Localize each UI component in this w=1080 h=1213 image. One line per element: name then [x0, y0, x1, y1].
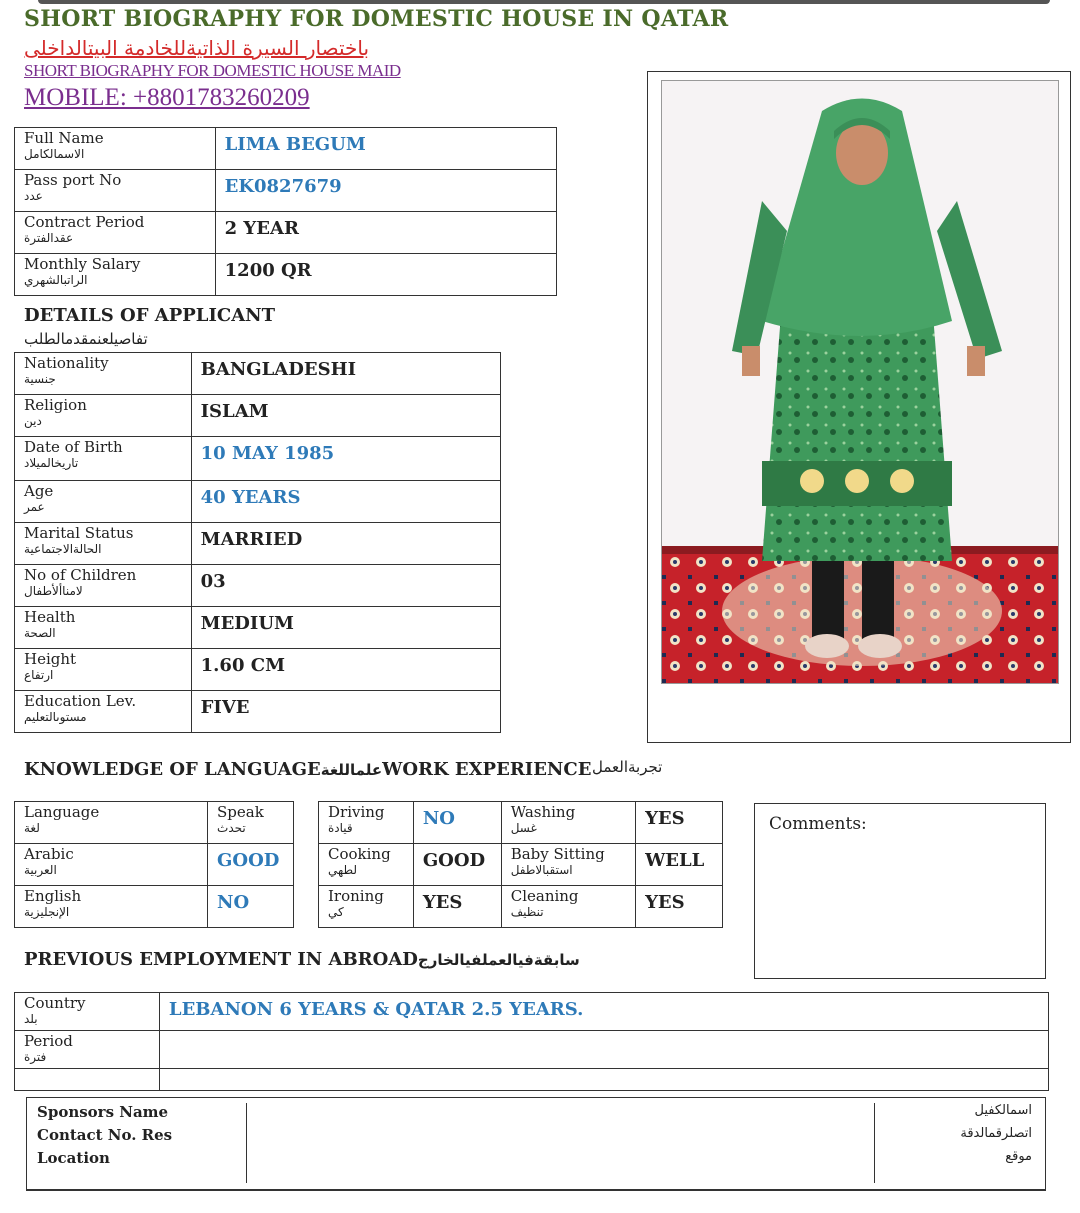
language-table: [14, 801, 294, 928]
label-cell: [28, 1126, 246, 1149]
value-cell: [215, 170, 556, 212]
work-label: Ironing: [328, 887, 384, 905]
sponsor-label: Location: [37, 1149, 110, 1167]
full-name-label-ar: الاسمالكامل: [24, 147, 85, 161]
table-row: [15, 212, 557, 254]
value-cell: [636, 802, 723, 844]
sponsor-label: Sponsors Name: [37, 1103, 169, 1121]
work-label-ar: تنظيف: [510, 905, 544, 919]
value-cell: [215, 254, 556, 296]
value-cell: [159, 993, 1048, 1031]
work-label-ar: لطهي: [328, 863, 358, 877]
value-cell: [191, 691, 500, 733]
sponsor-label: Contact No. Res: [37, 1126, 173, 1144]
applicant-photo: [661, 80, 1059, 684]
value-cell: [413, 802, 501, 844]
label-cell: [28, 1149, 246, 1183]
table-row: [15, 802, 294, 844]
salary-label-ar: الراتبالشهري: [24, 273, 88, 287]
table-row: [15, 565, 501, 607]
period-label: Period: [24, 1032, 73, 1050]
label-cell: [15, 607, 192, 649]
label-cell: [501, 802, 635, 844]
language-heading-text: KNOWLEDGE OF LANGUAGE: [24, 759, 321, 780]
work-label-ar: غسل: [510, 821, 537, 835]
table-row: [15, 170, 557, 212]
language-col-label-ar: لغة: [24, 821, 40, 835]
detail-value: FIVE: [200, 697, 250, 718]
table-row: [15, 523, 501, 565]
value-cell: [191, 565, 500, 607]
table-row: [15, 607, 501, 649]
work-value: NO: [422, 808, 455, 829]
label-cell: [501, 844, 635, 886]
page-subtitle: SHORT BIOGRAPHY FOR DOMESTIC HOUSE MAID: [24, 61, 401, 80]
work-label-ar: استقبالاطفل: [510, 863, 573, 877]
label-cell: [15, 128, 216, 170]
details-table: [14, 352, 501, 733]
label-cell: [15, 691, 192, 733]
contract-table: [14, 127, 557, 296]
full-name-label: Full Name: [24, 129, 104, 147]
previous-table: [14, 992, 1049, 1091]
sponsor-label-ar: موقع: [1005, 1149, 1032, 1164]
contract-period-label-ar: عقدالفترة: [24, 231, 74, 245]
label-cell: [15, 802, 208, 844]
label-cell: [15, 254, 216, 296]
detail-label-ar: الحالةالاجتماعية: [24, 542, 102, 556]
value-cell: [208, 886, 294, 928]
period-label-ar: فترة: [24, 1050, 47, 1064]
label-cell: [874, 1126, 1042, 1149]
english-label: English: [24, 887, 82, 905]
passport-label: Pass port No: [24, 171, 122, 189]
table-row: [28, 1103, 1042, 1126]
contract-period-label: Contract Period: [24, 213, 145, 231]
label-cell: [208, 802, 294, 844]
table-row: [15, 437, 501, 481]
table-row: [319, 802, 723, 844]
value-cell: [246, 1126, 874, 1149]
detail-label: Height: [24, 650, 77, 668]
empty-cell: [15, 1069, 160, 1091]
detail-value: 40 YEARS: [200, 487, 301, 508]
detail-label-ar: عمر: [24, 500, 45, 514]
detail-label-ar: مستوىالتعليم: [24, 710, 87, 724]
detail-label: No of Children: [24, 566, 137, 584]
previous-heading: [24, 949, 580, 970]
table-row: [15, 993, 1049, 1031]
value-cell: [191, 607, 500, 649]
value-cell: [191, 649, 500, 691]
table-row: [15, 128, 557, 170]
work-heading-text: WORK EXPERIENCE: [382, 759, 592, 780]
work-value: GOOD: [422, 850, 486, 871]
table-row: [15, 1069, 1049, 1091]
work-label-ar: كي: [328, 905, 344, 919]
value-cell: [413, 844, 501, 886]
applicant-photo-illustration: [662, 81, 1059, 684]
detail-value: MEDIUM: [200, 613, 294, 634]
table-row: [15, 254, 557, 296]
detail-label-ar: لامناألأطفال: [24, 584, 83, 598]
value-cell: [636, 844, 723, 886]
table-row: [15, 481, 501, 523]
detail-label: Marital Status: [24, 524, 134, 542]
work-value: YES: [645, 892, 685, 913]
label-cell: [874, 1103, 1042, 1126]
value-cell: [191, 395, 500, 437]
value-cell: [215, 212, 556, 254]
arabic-value: GOOD: [217, 850, 280, 871]
value-cell: [191, 523, 500, 565]
value-cell: [246, 1149, 874, 1183]
label-cell: [28, 1103, 246, 1126]
work-value: YES: [645, 808, 685, 829]
detail-label-ar: الصحة: [24, 626, 56, 640]
value-cell: [191, 353, 500, 395]
work-label: Driving: [328, 803, 385, 821]
english-label-ar: الإنجليزية: [24, 905, 70, 919]
details-heading: DETAILS OF APPLICANT: [24, 305, 276, 326]
sponsor-label-ar: اتصلرقمالدقة: [960, 1126, 1032, 1141]
detail-label-ar: تاريخالميلاد: [24, 456, 79, 470]
label-cell: [15, 395, 192, 437]
work-label: Washing: [510, 803, 576, 821]
previous-heading-ar: سابقةفيالعملفيالخارج: [417, 951, 580, 969]
table-row: [15, 886, 294, 928]
detail-value: 03: [200, 571, 226, 592]
work-table: [318, 801, 723, 928]
table-row: [15, 353, 501, 395]
previous-heading-text: PREVIOUS EMPLOYMENT IN ABROAD: [24, 949, 418, 970]
table-row: [15, 649, 501, 691]
detail-value: MARRIED: [200, 529, 303, 550]
speak-col-label: Speak: [217, 803, 264, 821]
table-row: [28, 1149, 1042, 1183]
arabic-label: Arabic: [24, 845, 74, 863]
country-value: LEBANON 6 YEARS & QATAR 2.5 YEARS.: [168, 999, 584, 1020]
detail-value: ISLAM: [200, 401, 269, 422]
table-row: [319, 844, 723, 886]
passport-label-ar: عدد: [24, 189, 43, 203]
country-label: Country: [24, 994, 86, 1012]
top-border: [38, 0, 1050, 4]
table-row: [319, 886, 723, 928]
work-label: Cooking: [328, 845, 391, 863]
label-cell: [15, 649, 192, 691]
speak-col-label-ar: تحدث: [217, 821, 246, 835]
detail-label-ar: جنسية: [24, 372, 56, 386]
details-heading-ar: تفاصيلعنمقدمالطلب: [24, 330, 148, 348]
label-cell: [15, 523, 192, 565]
detail-value: 1.60 CM: [200, 655, 285, 676]
label-cell: [319, 844, 414, 886]
empty-cell: [159, 1069, 1048, 1091]
sponsor-label-ar: اسمالكفيل: [974, 1103, 1032, 1118]
label-cell: [15, 353, 192, 395]
value-cell: [159, 1031, 1048, 1069]
work-value: YES: [422, 892, 463, 913]
label-cell: [15, 886, 208, 928]
label-cell: [15, 844, 208, 886]
page-title-arabic: باختصار السيرة الذاتيةللخادمة البيتالداخلى: [24, 36, 370, 60]
label-cell: [15, 481, 192, 523]
label-cell: [15, 993, 160, 1031]
detail-label-ar: ارتفاع: [24, 668, 54, 682]
label-cell: [874, 1149, 1042, 1183]
comments-label: Comments:: [769, 814, 867, 834]
country-label-ar: بلد: [24, 1012, 38, 1026]
label-cell: [15, 565, 192, 607]
period-value: [169, 1033, 1039, 1037]
label-cell: [319, 886, 414, 928]
detail-label-ar: دين: [24, 414, 42, 428]
label-cell: [15, 437, 192, 481]
detail-label: Religion: [24, 396, 87, 414]
table-row: [15, 691, 501, 733]
salary-label: Monthly Salary: [24, 255, 141, 273]
table-row: [28, 1126, 1042, 1149]
salary-value: 1200 QR: [224, 260, 312, 281]
label-cell: [15, 212, 216, 254]
language-heading: [24, 759, 591, 780]
sponsor-table: [28, 1103, 1042, 1183]
table-row: [15, 395, 501, 437]
detail-label: Age: [24, 482, 54, 500]
work-value: WELL: [645, 850, 705, 871]
value-cell: [191, 481, 500, 523]
work-label: Cleaning: [510, 887, 579, 905]
value-cell: [413, 886, 501, 928]
detail-value: 10 MAY 1985: [200, 443, 335, 464]
comments-box: [754, 803, 1046, 979]
detail-label: Health: [24, 608, 76, 626]
language-col-label: Language: [24, 803, 100, 821]
mobile-number: MOBILE: +8801783260209: [24, 84, 310, 111]
arabic-label-ar: العربية: [24, 863, 57, 877]
value-cell: [215, 128, 556, 170]
passport-value: EK0827679: [224, 176, 342, 197]
work-label-ar: قيادة: [328, 821, 353, 835]
label-cell: [501, 886, 635, 928]
value-cell: [191, 437, 500, 481]
table-row: [15, 1031, 1049, 1069]
work-heading-ar: تجربةالعمل: [592, 758, 663, 776]
detail-label: Nationality: [24, 354, 109, 372]
work-label: Baby Sitting: [510, 845, 605, 863]
table-row: [15, 844, 294, 886]
detail-value: BANGLADESHI: [200, 359, 357, 380]
english-value: NO: [217, 892, 250, 913]
label-cell: [15, 170, 216, 212]
value-cell: [208, 844, 294, 886]
contract-period-value: 2 YEAR: [224, 218, 299, 239]
value-cell: [246, 1103, 874, 1126]
detail-label: Date of Birth: [24, 438, 123, 456]
detail-label: Education Lev.: [24, 692, 137, 710]
full-name-value: LIMA BEGUM: [224, 134, 366, 155]
page-title: SHORT BIOGRAPHY FOR DOMESTIC HOUSE IN QATAR: [24, 6, 729, 32]
language-heading-ar: علماللغة: [320, 761, 383, 779]
value-cell: [636, 886, 723, 928]
label-cell: [319, 802, 414, 844]
label-cell: [15, 1031, 160, 1069]
